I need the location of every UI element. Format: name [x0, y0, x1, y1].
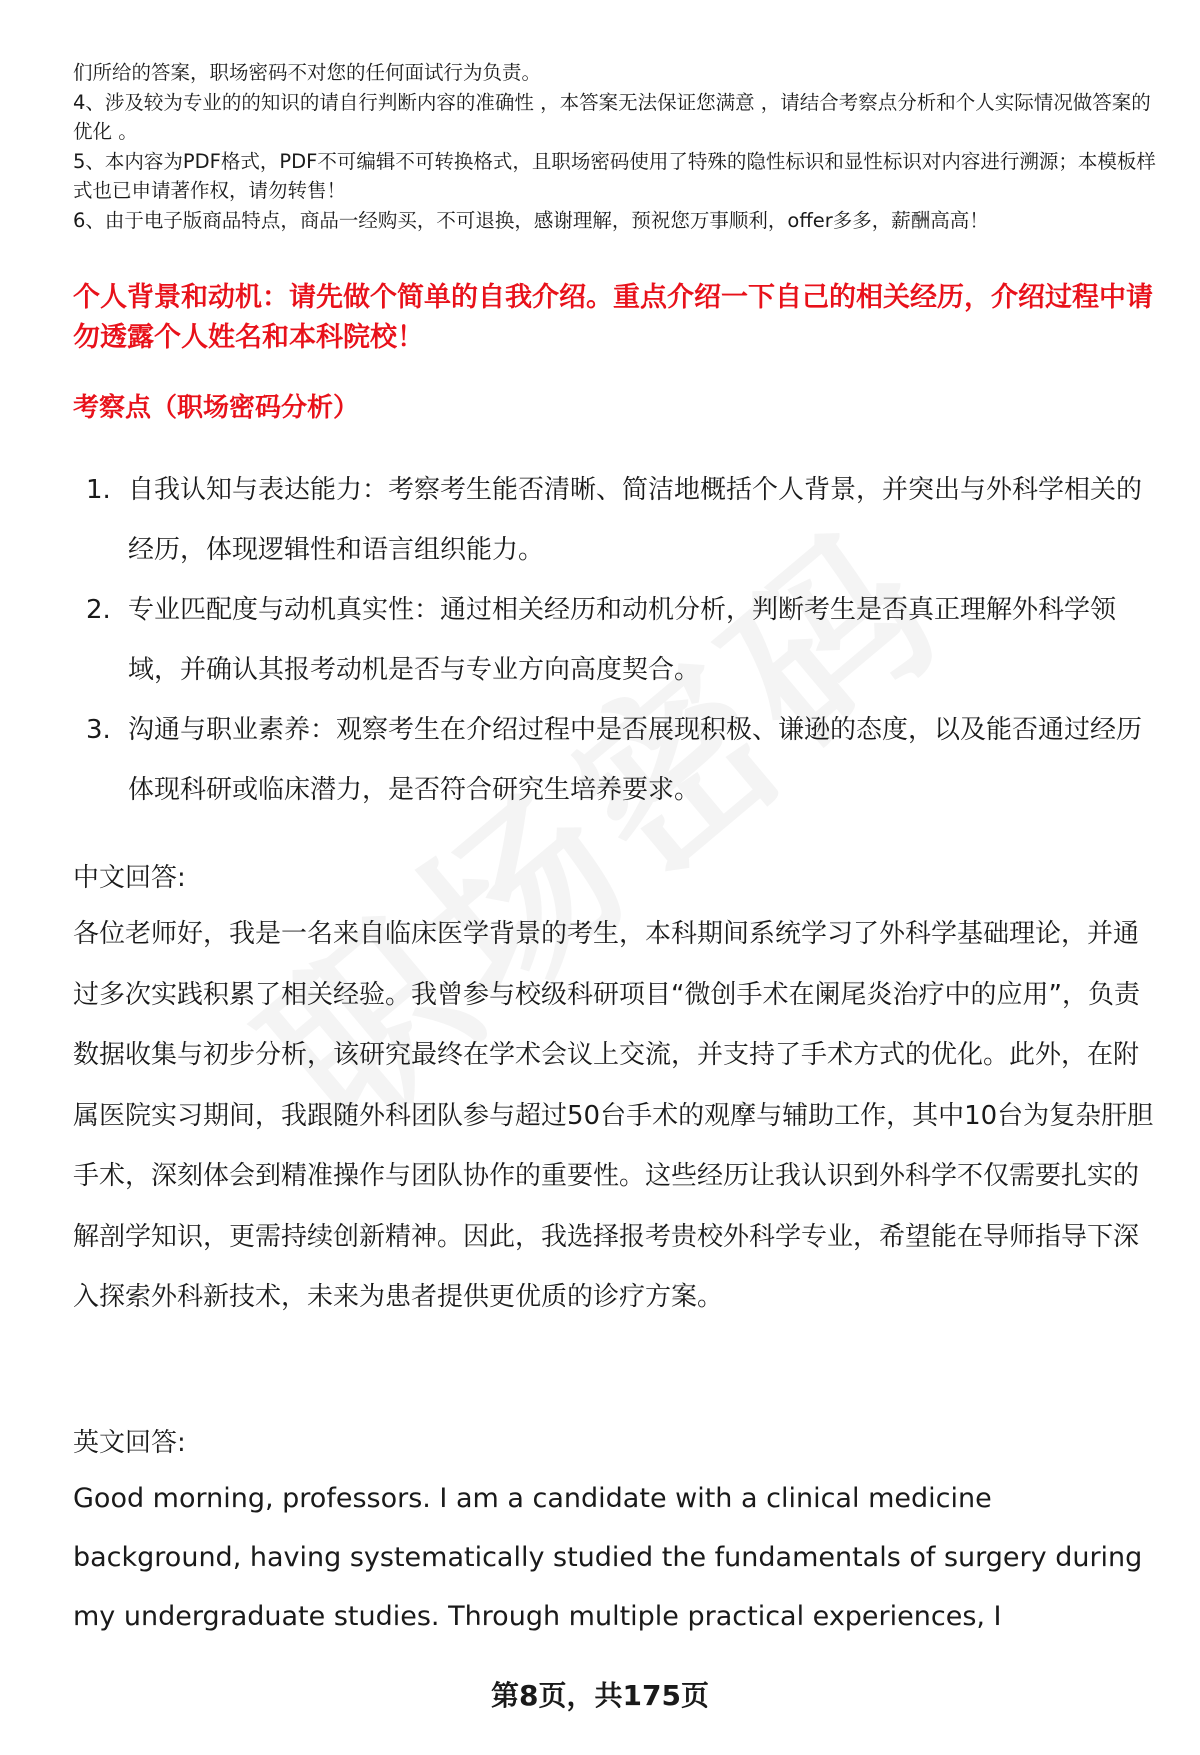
page-number: 第8页，共175页: [491, 1679, 709, 1712]
note-line: 6、由于电子版商品特点，商品一经购买，不可退换，感谢理解，预祝您万事顺利，offer多多，薪酬高高！: [73, 208, 989, 232]
point-number: 2.: [86, 595, 111, 625]
analysis-point: [73, 460, 1153, 580]
point-text: 自我认知与表达能力：考察考生能否清晰、简洁地概括个人背景，并突出与外科学相关的经历，体现逻辑性和语言组织能力。: [128, 475, 1143, 565]
disclaimer-notes: [73, 58, 1163, 235]
point-text: 专业匹配度与动机真实性：通过相关经历和动机分析，判断考生是否真正理解外科学领域，并确认其报考动机是否与专业方向高度契合。: [128, 595, 1117, 685]
note-line: 们所给的答案，职场密码不对您的任何面试行为负责。: [73, 61, 542, 84]
english-answer-text: Good morning, professors. I am a candidate with a clinical medicine background, having systematically studied the fundamentals of surgery during my undergraduate studies. Through multiple practical experiences, I: [73, 1483, 1143, 1632]
point-number: 3.: [86, 715, 111, 745]
analysis-point: [73, 580, 1153, 700]
chinese-answer-label: 中文回答:: [73, 863, 186, 893]
chinese-answer-text: 各位老师好，我是一名来自临床医学背景的考生，本科期间系统学习了外科学基础理论，并通过多次实践积累了相关经验。我曾参与校级科研项目“微创手术在阑尾炎治疗中的应用”，负责数据收集与初步分析，该研究最终在学术会议上交流，并支持了手术方式的优化。此外，在附属医院实习期间，我跟随外科团队参与超过50台手术的观摩与辅助工作，其中10台为复杂肝胆手术，深刻体会到精准操作与团队协作的重要性。这些经历让我认识到外科学不仅需要扎实的解剖学知识，更需持续创新精神。因此，我选择报考贵校外科学专业，希望能在导师指导下深入探索外科新技术，未来为患者提供更优质的诊疗方案。: [73, 919, 1154, 1312]
analysis-title: 考察点（职场密码分析）: [73, 393, 360, 423]
note-line: 4、涉及较为专业的的知识的请自行判断内容的准确性 ，本答案无法保证您满意 ，请结合考察点分析和个人实际情况做答案的优化 。: [73, 90, 1151, 143]
english-answer-label: 英文回答:: [73, 1428, 186, 1458]
interview-question: 个人背景和动机：请先做个简单的自我介绍。重点介绍一下自己的相关经历，介绍过程中请勿透露个人姓名和本科院校！: [73, 282, 1153, 353]
note-line: 5、本内容为PDF格式，PDF不可编辑不可转换格式，且职场密码使用了特殊的隐性标识和显性标识对内容进行溯源；本模板样式也已申请著作权，请勿转售！: [73, 149, 1156, 202]
analysis-points: [73, 460, 1153, 820]
analysis-point: [73, 700, 1153, 820]
point-number: 1.: [86, 475, 111, 505]
point-text: 沟通与职业素养：观察考生在介绍过程中是否展现积极、谦逊的态度，以及能否通过经历体现科研或临床潜力，是否符合研究生培养要求。: [128, 715, 1143, 805]
